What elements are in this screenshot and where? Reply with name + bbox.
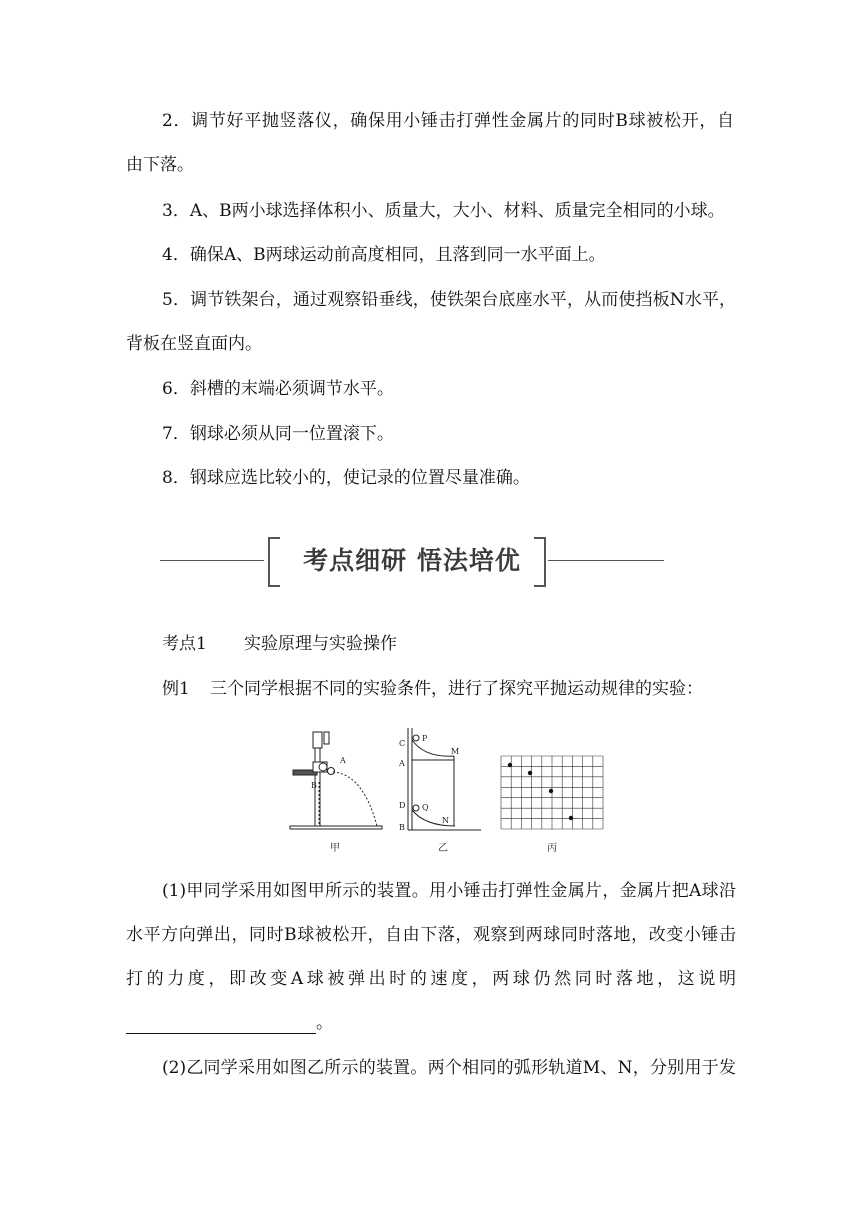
section-title: 实验原理与实验操作 (244, 634, 397, 654)
question-2-line-1: (2)乙同学采用如图乙所示的装置。两个相同的弧形轨道M、N，分别用于发 (162, 1058, 736, 1078)
answer-blank[interactable] (126, 1015, 316, 1034)
step-8: 8．钢球应选比较小的，使记录的位置尽量准确。 (162, 468, 530, 488)
yi-label-c: C (399, 739, 406, 748)
example-text: 三个同学根据不同的实验条件，进行了探究平抛运动规律的实验： (210, 679, 703, 699)
banner-right-rule (548, 560, 664, 561)
yi-label-b: B (399, 823, 405, 832)
step-5-line-1: 5．调节铁架台，通过观察铅垂线，使铁架台底座水平，从而使挡板N水平， (162, 290, 736, 310)
question-1-line-2: 水平方向弹出，同时B球被松开，自由下落，观察到两球同时落地，改变小锤击 (126, 925, 736, 945)
jia-label-b: B (311, 781, 317, 790)
yi-label-a: A (399, 759, 405, 768)
yi-label-d: D (399, 801, 406, 810)
yi-label-m: M (451, 747, 460, 756)
step-3: 3．A、B两小球选择体积小、质量大，大小、材料、质量完全相同的小球。 (162, 201, 725, 221)
banner-left-bracket (268, 537, 280, 587)
yi-label-n: N (442, 816, 449, 825)
caption-bing: 丙 (547, 843, 557, 854)
step-6: 6．斜槽的末端必须调节水平。 (162, 379, 394, 399)
yi-label-q: Q (422, 803, 429, 812)
figure-bing-points (508, 763, 573, 820)
figure-yi (408, 728, 481, 830)
caption-yi: 乙 (438, 843, 448, 854)
answer-blank-period: 。 (316, 1013, 333, 1033)
section-banner (160, 537, 664, 585)
question-1-line-1: (1)甲同学采用如图甲所示的装置。用小锤击打弹性金属片，金属片把A球沿 (162, 881, 736, 901)
example-label: 例1 (162, 679, 190, 699)
yi-label-p: P (422, 734, 428, 743)
banner-title: 考点细研 悟法培优 (303, 546, 521, 575)
caption-jia: 甲 (330, 843, 340, 854)
step-4: 4．确保A、B两球运动前高度相同，且落到同一水平面上。 (162, 245, 606, 265)
section-label: 考点1 (162, 634, 207, 654)
question-1-line-3: 打的力度，即改变A球被弹出时的速度，两球仍然同时落地，这说明 (126, 969, 736, 989)
jia-label-a: A (340, 756, 346, 765)
banner-right-bracket (534, 537, 546, 587)
step-5-line-2: 背板在竖直面内。 (126, 334, 262, 354)
step-2-line-2: 由下落。 (126, 155, 194, 175)
step-7: 7．钢球必须从同一位置滚下。 (162, 424, 394, 444)
banner-left-rule (160, 560, 264, 561)
question-1-line-4 (126, 1012, 333, 1034)
step-2-line-1: 2．调节好平抛竖落仪，确保用小锤击打弹性金属片的同时B球被松开，自 (162, 111, 734, 131)
figure-jia (290, 732, 382, 829)
experiment-figure (285, 722, 615, 854)
